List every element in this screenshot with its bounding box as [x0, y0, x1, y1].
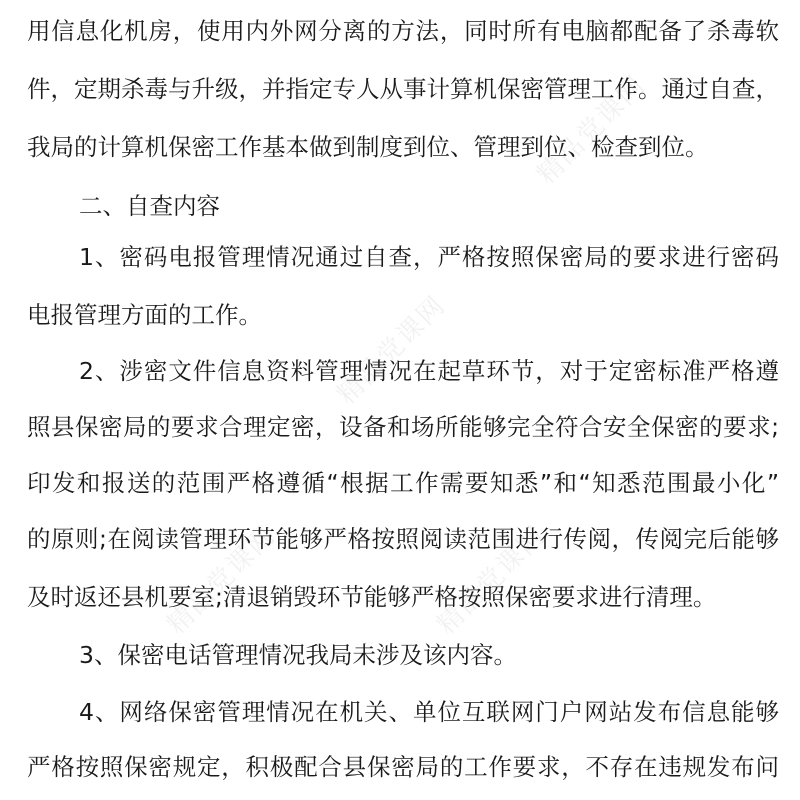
watermark-text: 精品党课网	[431, 520, 552, 641]
paragraph-line: 印发和报送的范围严格遵循“根据工作需要知悉”和“知悉范围最小化”	[27, 469, 779, 497]
paragraph-line: 3、保密电话管理情况我局未涉及该内容。	[79, 641, 517, 669]
watermark-text: 精品党课网	[531, 70, 652, 191]
paragraph-line: 2、涉密文件信息资料管理情况在起草环节，对于定密标准严格遵	[79, 357, 779, 385]
paragraph-line: 严格按照保密规定，积极配合县保密局的工作要求，不存在违规发布问	[27, 753, 779, 781]
paragraph-line: 及时返还县机要室;清退销毁环节能够严格按照保密要求进行清理。	[27, 583, 717, 611]
paragraph-line: 1、密码电报管理情况通过自查，严格按照保密局的要求进行密码	[79, 243, 779, 271]
paragraph-line: 件，定期杀毒与升级，并指定专人从事计算机保密管理工作。通过自查，	[27, 75, 779, 103]
watermark-text: 精品党课网	[331, 290, 452, 411]
watermark-text: 精品党课网	[161, 520, 282, 641]
paragraph-line: 的原则;在阅读管理环节能够严格按照阅读范围进行传阅，传阅完后能够	[27, 525, 779, 553]
paragraph-line: 我局的计算机保密工作基本做到制度到位、管理到位、检查到位。	[27, 133, 709, 161]
section-heading: 二、自查内容	[79, 192, 220, 220]
paragraph-line: 4、网络保密管理情况在机关、单位互联网门户网站发布信息能够	[79, 698, 779, 726]
paragraph-line: 照县保密局的要求合理定密，设备和场所能够完全符合安全保密的要求;	[27, 413, 779, 441]
paragraph-line: 电报管理方面的工作。	[27, 301, 262, 329]
paragraph-line: 用信息化机房，使用内外网分离的方法，同时所有电脑都配备了杀毒软	[27, 17, 779, 45]
